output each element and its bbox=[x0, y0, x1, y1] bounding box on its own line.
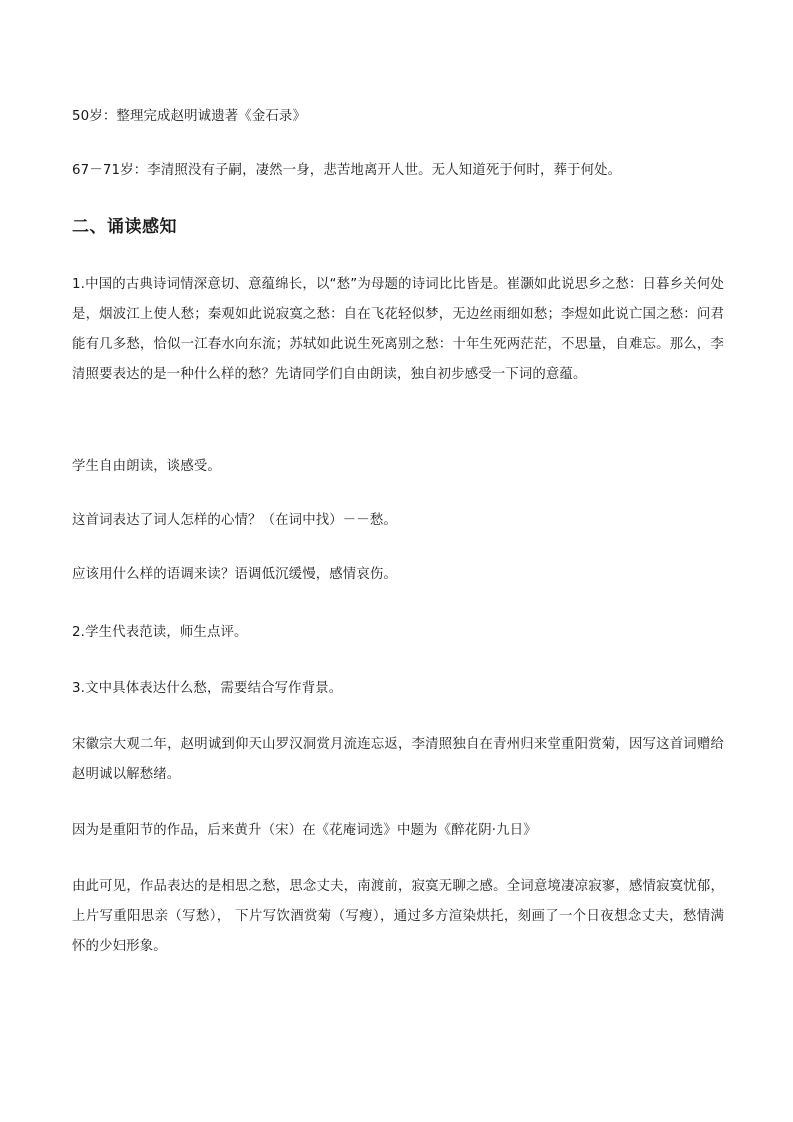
paragraph-6: 3.文中具体表达什么愁，需要结合写作背景。 bbox=[72, 681, 343, 696]
section-heading: 二、诵读感知 bbox=[72, 217, 177, 237]
line-age-50: 50岁：整理完成赵明诚遗著《金石录》 bbox=[72, 109, 306, 124]
paragraph-1: 1.中国的古典诗词情深意切、意蕴绵长，以“愁”为母题的诗词比比皆是。崔灏如此说思乡之愁：日暮乡关何处是，烟波江上使人愁；秦观如此说寂寞之愁：自在飞花轻似梦，无边丝雨细如愁；李煜如此说亡国之愁：问君能有几多愁，恰似一江春水向东流；苏轼如此说生死离别之愁：十年生死两茫茫，不思量，自难忘。那么，李清照要表达的是一种什么样的愁？先请同学们自由朗读，独自初步感受一下词的意蕴。 bbox=[72, 277, 724, 382]
paragraph-5: 2.学生代表范读，师生点评。 bbox=[72, 625, 248, 640]
paragraph-2: 学生自由朗读，谈感受。 bbox=[72, 459, 221, 474]
paragraph-4: 应该用什么样的语调来读？语调低沉缓慢，感情哀伤。 bbox=[72, 567, 397, 582]
line-age-67-71: 67－71岁：李清照没有子嗣，凄然一身，悲苦地离开人世。无人知道死于何时，葬于何处。 bbox=[72, 163, 622, 178]
paragraph-7: 宋徽宗大观二年，赵明诚到仰天山罗汉洞赏月流连忘返，李清照独自在青州归来堂重阳赏菊，因写这首词赠给赵明诚以解愁绪。 bbox=[72, 737, 724, 782]
paragraph-3: 这首词表达了词人怎样的心情？（在词中找）－－愁。 bbox=[72, 513, 397, 528]
paragraph-9: 由此可见，作品表达的是相思之愁，思念丈夫，南渡前，寂寞无聊之感。全词意境凄凉寂寥，感情寂寞忧郁，上片写重阳思亲（写愁）， 下片写饮酒赏菊（写瘦），通过多方渲染烘托，刻画了一个日夜想念丈夫，愁情满怀的少妇形象。 bbox=[72, 879, 724, 954]
paragraph-8: 因为是重阳节的作品，后来黄升（宋）在《花庵词选》中题为《醉花阴·九日》 bbox=[72, 823, 537, 838]
